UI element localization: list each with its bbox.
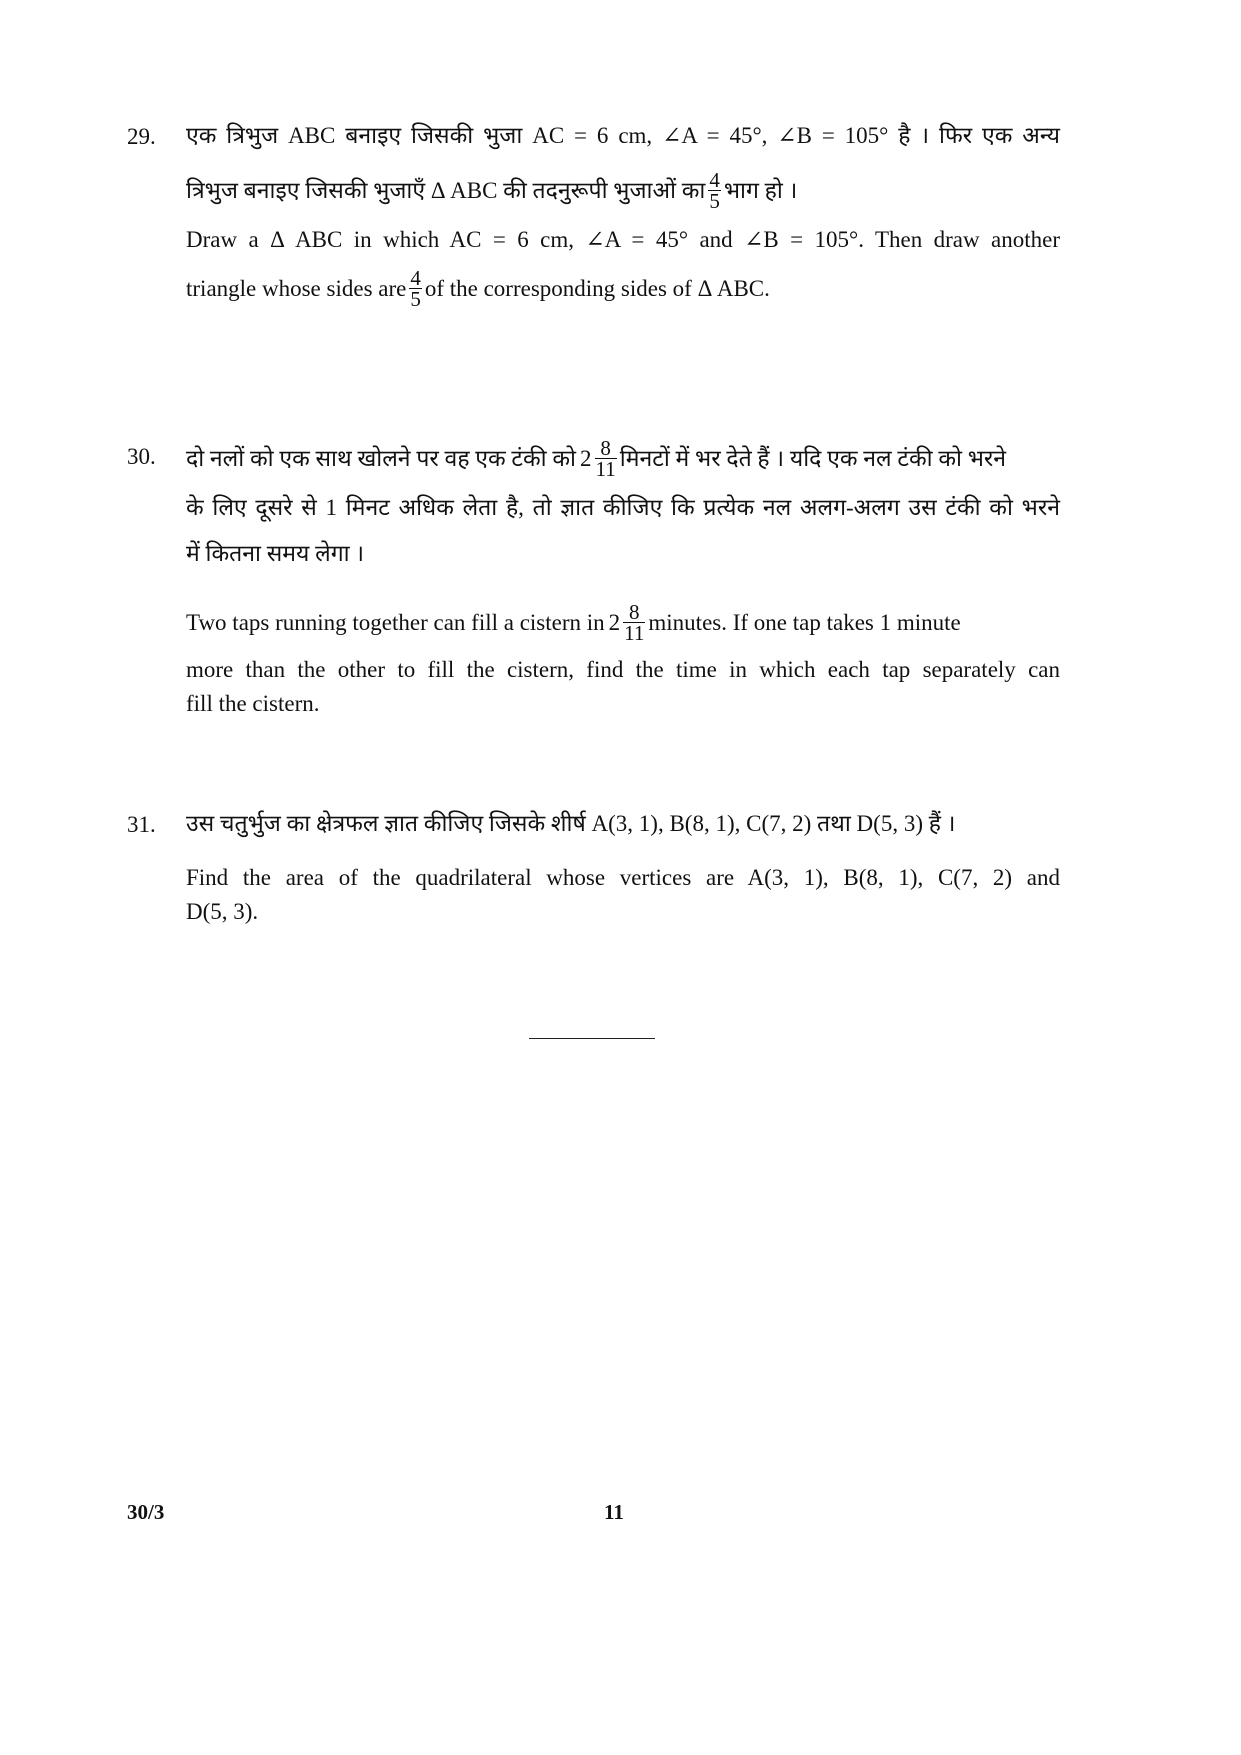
fraction-denominator: 11: [624, 621, 645, 645]
english-text-line-2: [186, 266, 1060, 311]
fraction: [623, 602, 645, 643]
english-text: minutes. If one tap takes 1 minute: [648, 609, 961, 635]
english-text-line-1: Draw a Δ ABC in which AC = 6 cm, ∠A = 45° and ∠B = 105°. Then draw another: [186, 227, 1060, 252]
fraction-numerator: 4: [410, 266, 421, 290]
hindi-text-line-2: के लिए दूसरे से 1 मिनट अधिक लेता है, तो ज्ञात कीजिए कि प्रत्येक नल अलग-अलग उस टंकी को भरने: [186, 495, 1060, 520]
english-text-line-2: D(5, 3).: [186, 899, 259, 924]
question-number: 29.: [127, 124, 156, 149]
hindi-text: त्रिभुज बनाइए जिसकी भुजाएँ Δ ABC की तदनुरूपी भुजाओं का: [186, 177, 706, 203]
fraction: [595, 438, 617, 479]
english-text: of the corresponding sides of Δ ABC.: [424, 275, 770, 301]
fraction-numerator: 8: [623, 602, 645, 623]
hindi-text: मिनटों में भर देते हैं । यदि एक नल टंकी को भरने: [619, 445, 1007, 471]
english-text-line-1: Find the area of the quadrilateral whose vertices are A(3, 1), B(8, 1), C(7, 2) and: [186, 865, 1060, 890]
mixed-number-whole: 2: [608, 609, 621, 635]
english-text: triangle whose sides are: [186, 275, 407, 301]
mixed-number-whole: 2: [580, 445, 592, 471]
end-divider: [529, 1038, 655, 1039]
hindi-text: दो नलों को एक साथ खोलने पर वह एक टंकी को: [186, 445, 577, 471]
hindi-text: भाग हो ।: [723, 177, 798, 203]
fraction-numerator: 4: [709, 168, 720, 192]
english-text-line-1: [186, 600, 1060, 645]
fraction-denominator: 5: [410, 287, 421, 311]
fraction-denominator: 11: [595, 457, 616, 481]
question-number: 30.: [127, 444, 156, 469]
page-number: 11: [604, 1500, 624, 1524]
english-text: Two taps running together can fill a cistern in: [186, 609, 605, 635]
hindi-text-line-1: एक त्रिभुज ABC बनाइए जिसकी भुजा AC = 6 cm, ∠A = 45°, ∠B = 105° है । फिर एक अन्य: [186, 123, 1060, 148]
hindi-text-line-2: [186, 168, 1060, 213]
hindi-text-line-1: [186, 436, 1060, 481]
paper-code: 30/3: [127, 1500, 165, 1524]
hindi-text-line-1: उस चतुर्भुज का क्षेत्रफल ज्ञात कीजिए जिसके शीर्ष A(3, 1), B(8, 1), C(7, 2) तथा D(5, 3) हैं ।: [186, 811, 956, 836]
fraction-numerator: 8: [595, 438, 617, 459]
hindi-text-line-3: में कितना समय लेगा ।: [186, 541, 365, 566]
fraction-denominator: 5: [709, 189, 720, 213]
english-text-line-3: fill the cistern.: [186, 691, 320, 716]
question-number: 31.: [127, 812, 156, 837]
fraction: [708, 170, 721, 211]
english-text-line-2: more than the other to fill the cistern, find the time in which each tap separately can: [186, 657, 1060, 682]
fraction: [409, 268, 422, 309]
